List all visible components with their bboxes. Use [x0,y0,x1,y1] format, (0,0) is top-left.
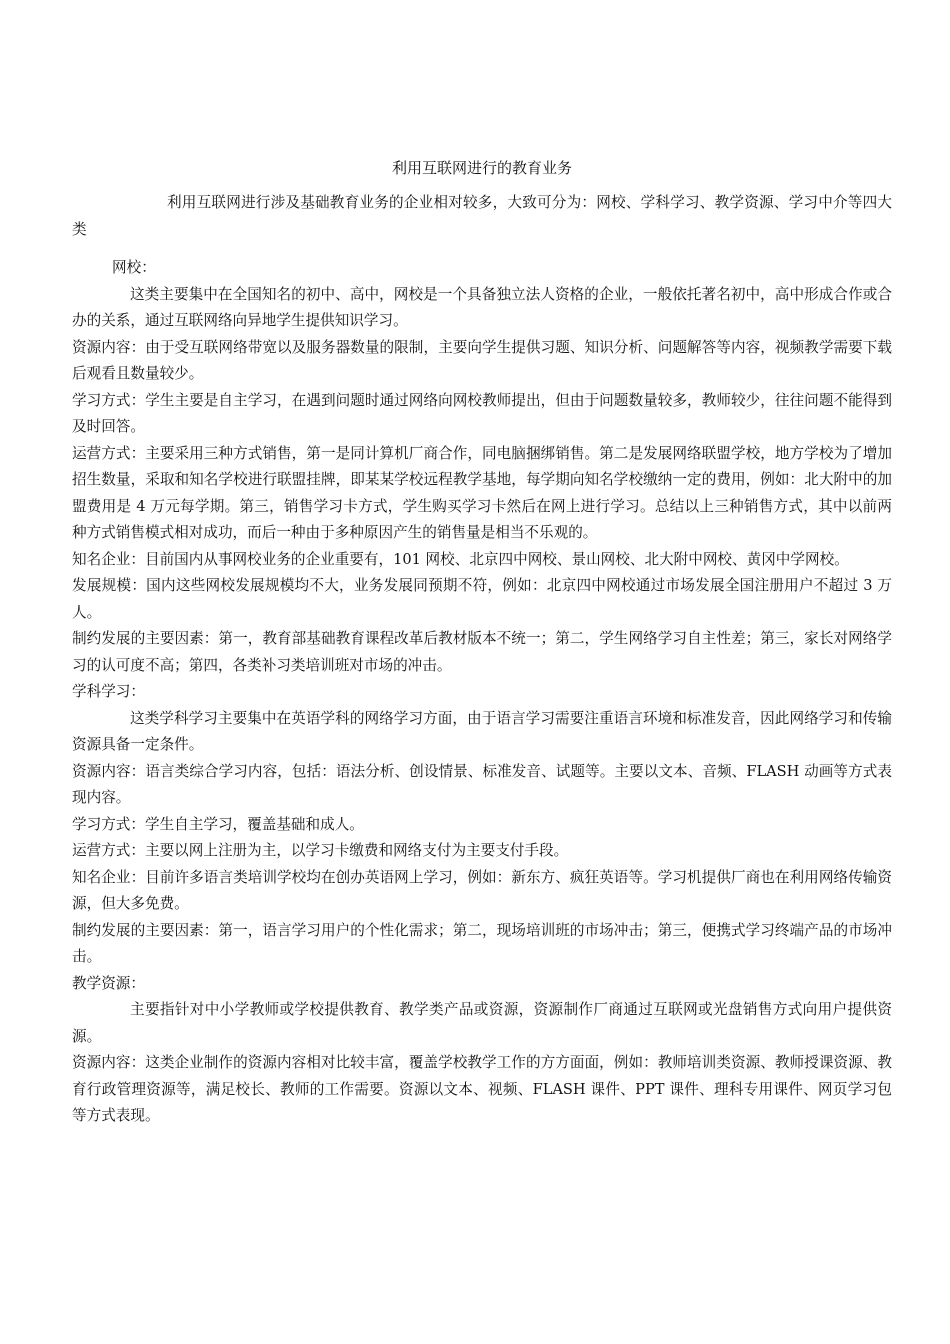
section-heading-teaching-resources: 教学资源： [72,974,145,992]
online-school-companies: 知名企业：目前国内从事网校业务的企业重要有，101 网校、北京四中网校、景山网校、北大附中网校、黄冈中学网校。 [72,550,849,568]
teaching-resources-content: 资源内容：这类企业制作的资源内容相对比较丰富，覆盖学校教学工作的方方面面，例如：教师培训类资源、教师授课资源、教育行政管理资源等，满足校长、教师的工作需要。资源以文本、视频、FLASH 课件、PPT 课件、理科专用课件、网页学习包等方式表现。 [72,1054,892,1124]
document-title: 利用互联网进行的教育业务 [391,159,572,177]
section-heading-online-school: 网校： [112,259,156,276]
online-school-overview: 这类主要集中在全国知名的初中、高中，网校是一个具备独立法人资格的企业，一般依托著名初中，高中形成合作或合办的关系，通过互联网络向异地学生提供知识学习。 [72,285,892,329]
subject-learning-resources: 资源内容：语言类综合学习内容，包括：语法分析、创设情景、标准发音、试题等。主要以文本、音频、FLASH 动画等方式表现内容。 [72,762,892,806]
online-school-learning-method: 学习方式：学生主要是自主学习，在遇到问题时通过网络向网校教师提出，但由于问题数量较多，教师较少，往往问题不能得到及时回答。 [72,391,892,435]
subject-learning-method: 学习方式：学生自主学习，覆盖基础和成人。 [72,815,364,833]
subject-learning-operation: 运营方式：主要以网上注册为主，以学习卡缴费和网络支付为主要支付手段。 [72,842,569,859]
online-school-operation: 运营方式：主要采用三种方式销售，第一是同计算机厂商合作，同电脑捆绑销售。第二是发展网络联盟学校，地方学校为了增加招生数量，采取和知名学校进行联盟挂牌，即某某学校远程教学基地，每学期向知名学校缴纳一定的费用，例如：北大附中的加盟费用是 4 万元每学期。第三，销售学习卡方式，学生购买学习卡然后在网上进行学习。总结以上三种销售方式，其中以前两种方式销售模式相对成功，而后一种由于多种原因产生的销售量是相当不乐观的。 [72,444,892,541]
online-school-constraints: 制约发展的主要因素：第一，教育部基础教育课程改革后教材版本不统一；第二，学生网络学习自主性差；第三，家长对网络学习的认可度不高；第四，各类补习类培训班对市场的冲击。 [72,630,892,674]
subject-learning-overview: 这类学科学习主要集中在英语学科的网络学习方面，由于语言学习需要注重语言环境和标准发音，因此网络学习和传输资源具备一定条件。 [72,709,892,753]
subject-learning-companies: 知名企业：目前许多语言类培训学校均在创办英语网上学习，例如：新东方、疯狂英语等。学习机提供厂商也在利用网络传输资源，但大多免费。 [72,868,892,912]
online-school-resources: 资源内容：由于受互联网络带宽以及服务器数量的限制，主要向学生提供习题、知识分析、问题解答等内容，视频教学需要下载后观看且数量较少。 [72,338,892,382]
subject-learning-constraints: 制约发展的主要因素：第一，语言学习用户的个性化需求；第二，现场培训班的市场冲击；第三，便携式学习终端产品的市场冲击。 [72,921,892,965]
teaching-resources-overview: 主要指针对中小学教师或学校提供教育、教学类产品或资源，资源制作厂商通过互联网或光盘销售方式向用户提供资源。 [72,1001,892,1045]
intro-paragraph: 利用互联网进行涉及基础教育业务的企业相对较多，大致可分为：网校、学科学习、教学资源、学习中介等四大类 [72,194,892,238]
section-heading-subject-learning: 学科学习： [72,683,145,700]
online-school-scale: 发展规模：国内这些网校发展规模均不大，业务发展同预期不符，例如：北京四中网校通过市场发展全国注册用户不超过 3 万人。 [72,577,892,621]
